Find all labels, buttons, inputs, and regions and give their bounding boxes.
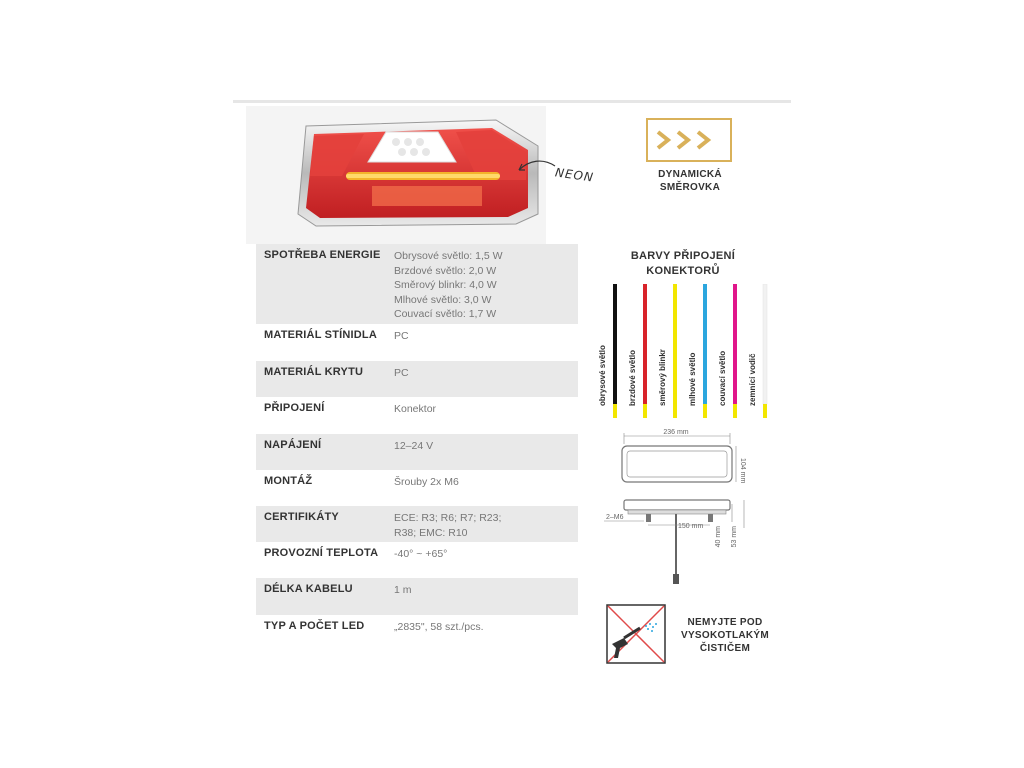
spec-label: DÉLKA KABELU <box>264 583 353 595</box>
spec-row <box>256 397 578 434</box>
spec-label: MATERIÁL STÍNIDLA <box>264 329 377 341</box>
spec-value <box>394 578 578 615</box>
spec-row <box>256 434 578 470</box>
wire-tip <box>673 404 677 418</box>
dim-width: 236 mm <box>663 429 689 436</box>
spec-value-line: -40° ~ +65° <box>394 548 448 560</box>
no-pressure-washer-icon <box>606 604 666 664</box>
warning-line1: NEMYJTE POD <box>687 617 763 628</box>
dim-depth2: 53 mm <box>731 526 738 548</box>
spec-label: CERTIFIKÁTY <box>264 511 339 523</box>
spec-row <box>256 615 578 651</box>
neon-pointer-arrow <box>515 156 559 180</box>
spec-value-line: 1 m <box>394 584 412 596</box>
spec-row <box>256 361 578 397</box>
wire-tip <box>643 404 647 418</box>
neon-label: NEON <box>554 165 595 185</box>
spec-value <box>394 361 578 397</box>
spec-table <box>256 244 578 651</box>
spec-value-line: Šrouby 2x M6 <box>394 476 459 488</box>
wire-tip <box>703 404 707 418</box>
top-divider <box>233 100 791 103</box>
wire-tip <box>613 404 617 418</box>
wire-label: obrysové světlo <box>598 345 607 406</box>
dynamic-indicator-line1: DYNAMICKÁ <box>658 169 722 180</box>
dim-depth1: 40 mm <box>715 526 722 548</box>
spec-row <box>256 324 578 361</box>
wire-tip <box>763 404 767 418</box>
spec-value <box>394 397 578 434</box>
spec-value-line: ECE: R3; R6; R7; R23; <box>394 512 502 524</box>
dynamic-indicator-label <box>620 168 760 194</box>
wire-label: brzdové světlo <box>628 349 637 406</box>
dimension-drawings <box>598 424 758 599</box>
spec-label: SPOTŘEBA ENERGIE <box>264 249 381 261</box>
spec-label: MONTÁŽ <box>264 475 313 487</box>
wire-label: směrový blinkr <box>658 349 667 406</box>
spec-value-line: PC <box>394 330 409 342</box>
spec-value-line: Směrový blinkr: 4,0 W <box>394 279 497 291</box>
spec-value-line: Mlhové světlo: 3,0 W <box>394 293 492 306</box>
dynamic-indicator-icon <box>646 118 732 162</box>
spec-value <box>394 506 578 542</box>
dim-spacing: 150 mm <box>678 523 704 530</box>
spec-value-line: 12–24 V <box>394 440 434 452</box>
connector-colors-title <box>608 249 758 279</box>
wire-label: couvací světlo <box>718 350 727 406</box>
spec-label: MATERIÁL KRYTU <box>264 366 364 378</box>
spec-value-line: R38; EMC: R10 <box>394 526 468 539</box>
spec-label: PŘIPOJENÍ <box>264 402 325 414</box>
spec-row <box>256 578 578 615</box>
spec-row <box>256 506 578 542</box>
lamp-product-image <box>246 106 546 244</box>
spec-row <box>256 244 578 324</box>
spec-value-line: Konektor <box>394 403 437 415</box>
dim-height: 104 mm <box>739 458 746 484</box>
spec-value <box>394 470 578 506</box>
wire-tip <box>733 404 737 418</box>
spec-value <box>394 615 578 651</box>
warning-line3: ČISTIČEM <box>699 643 751 654</box>
wire-red <box>643 284 647 404</box>
spec-value-line: PC <box>394 367 409 379</box>
wire-label: mlhové světlo <box>688 352 697 406</box>
spec-value-line: Brzdové světlo: 2,0 W <box>394 264 497 277</box>
wire-magenta <box>733 284 737 404</box>
wire-blue <box>703 284 707 404</box>
spec-value <box>394 542 578 578</box>
spec-value <box>394 434 578 470</box>
spec-row <box>256 542 578 578</box>
spec-label: TYP A POČET LED <box>264 620 365 632</box>
spec-value-line: „2835", 58 szt./pcs. <box>394 621 484 633</box>
no-pressure-washer-label <box>670 616 780 655</box>
spec-label: NAPÁJENÍ <box>264 439 322 451</box>
warning-line2: VYSOKOTLAKÝM <box>680 630 770 641</box>
connector-title-line1: BARVY PŘIPOJENÍ <box>630 250 736 262</box>
spec-row <box>256 470 578 506</box>
dim-thread: 2–M6 <box>606 514 624 521</box>
spec-value-line: Obrysové světlo: 1,5 W <box>394 250 503 262</box>
dynamic-indicator-line2: SMĚROVKA <box>659 182 721 193</box>
spec-label: PROVOZNÍ TEPLOTA <box>264 547 379 559</box>
spec-value-line: Couvací světlo: 1,7 W <box>394 308 497 320</box>
wire-yellow <box>673 284 677 404</box>
spec-value <box>394 244 578 324</box>
connector-title-line2: KONEKTORŮ <box>646 265 720 277</box>
wire-white <box>763 284 767 404</box>
wire-label: zemnící vodič <box>748 353 757 406</box>
wire-black <box>613 284 617 404</box>
spec-value <box>394 324 578 361</box>
